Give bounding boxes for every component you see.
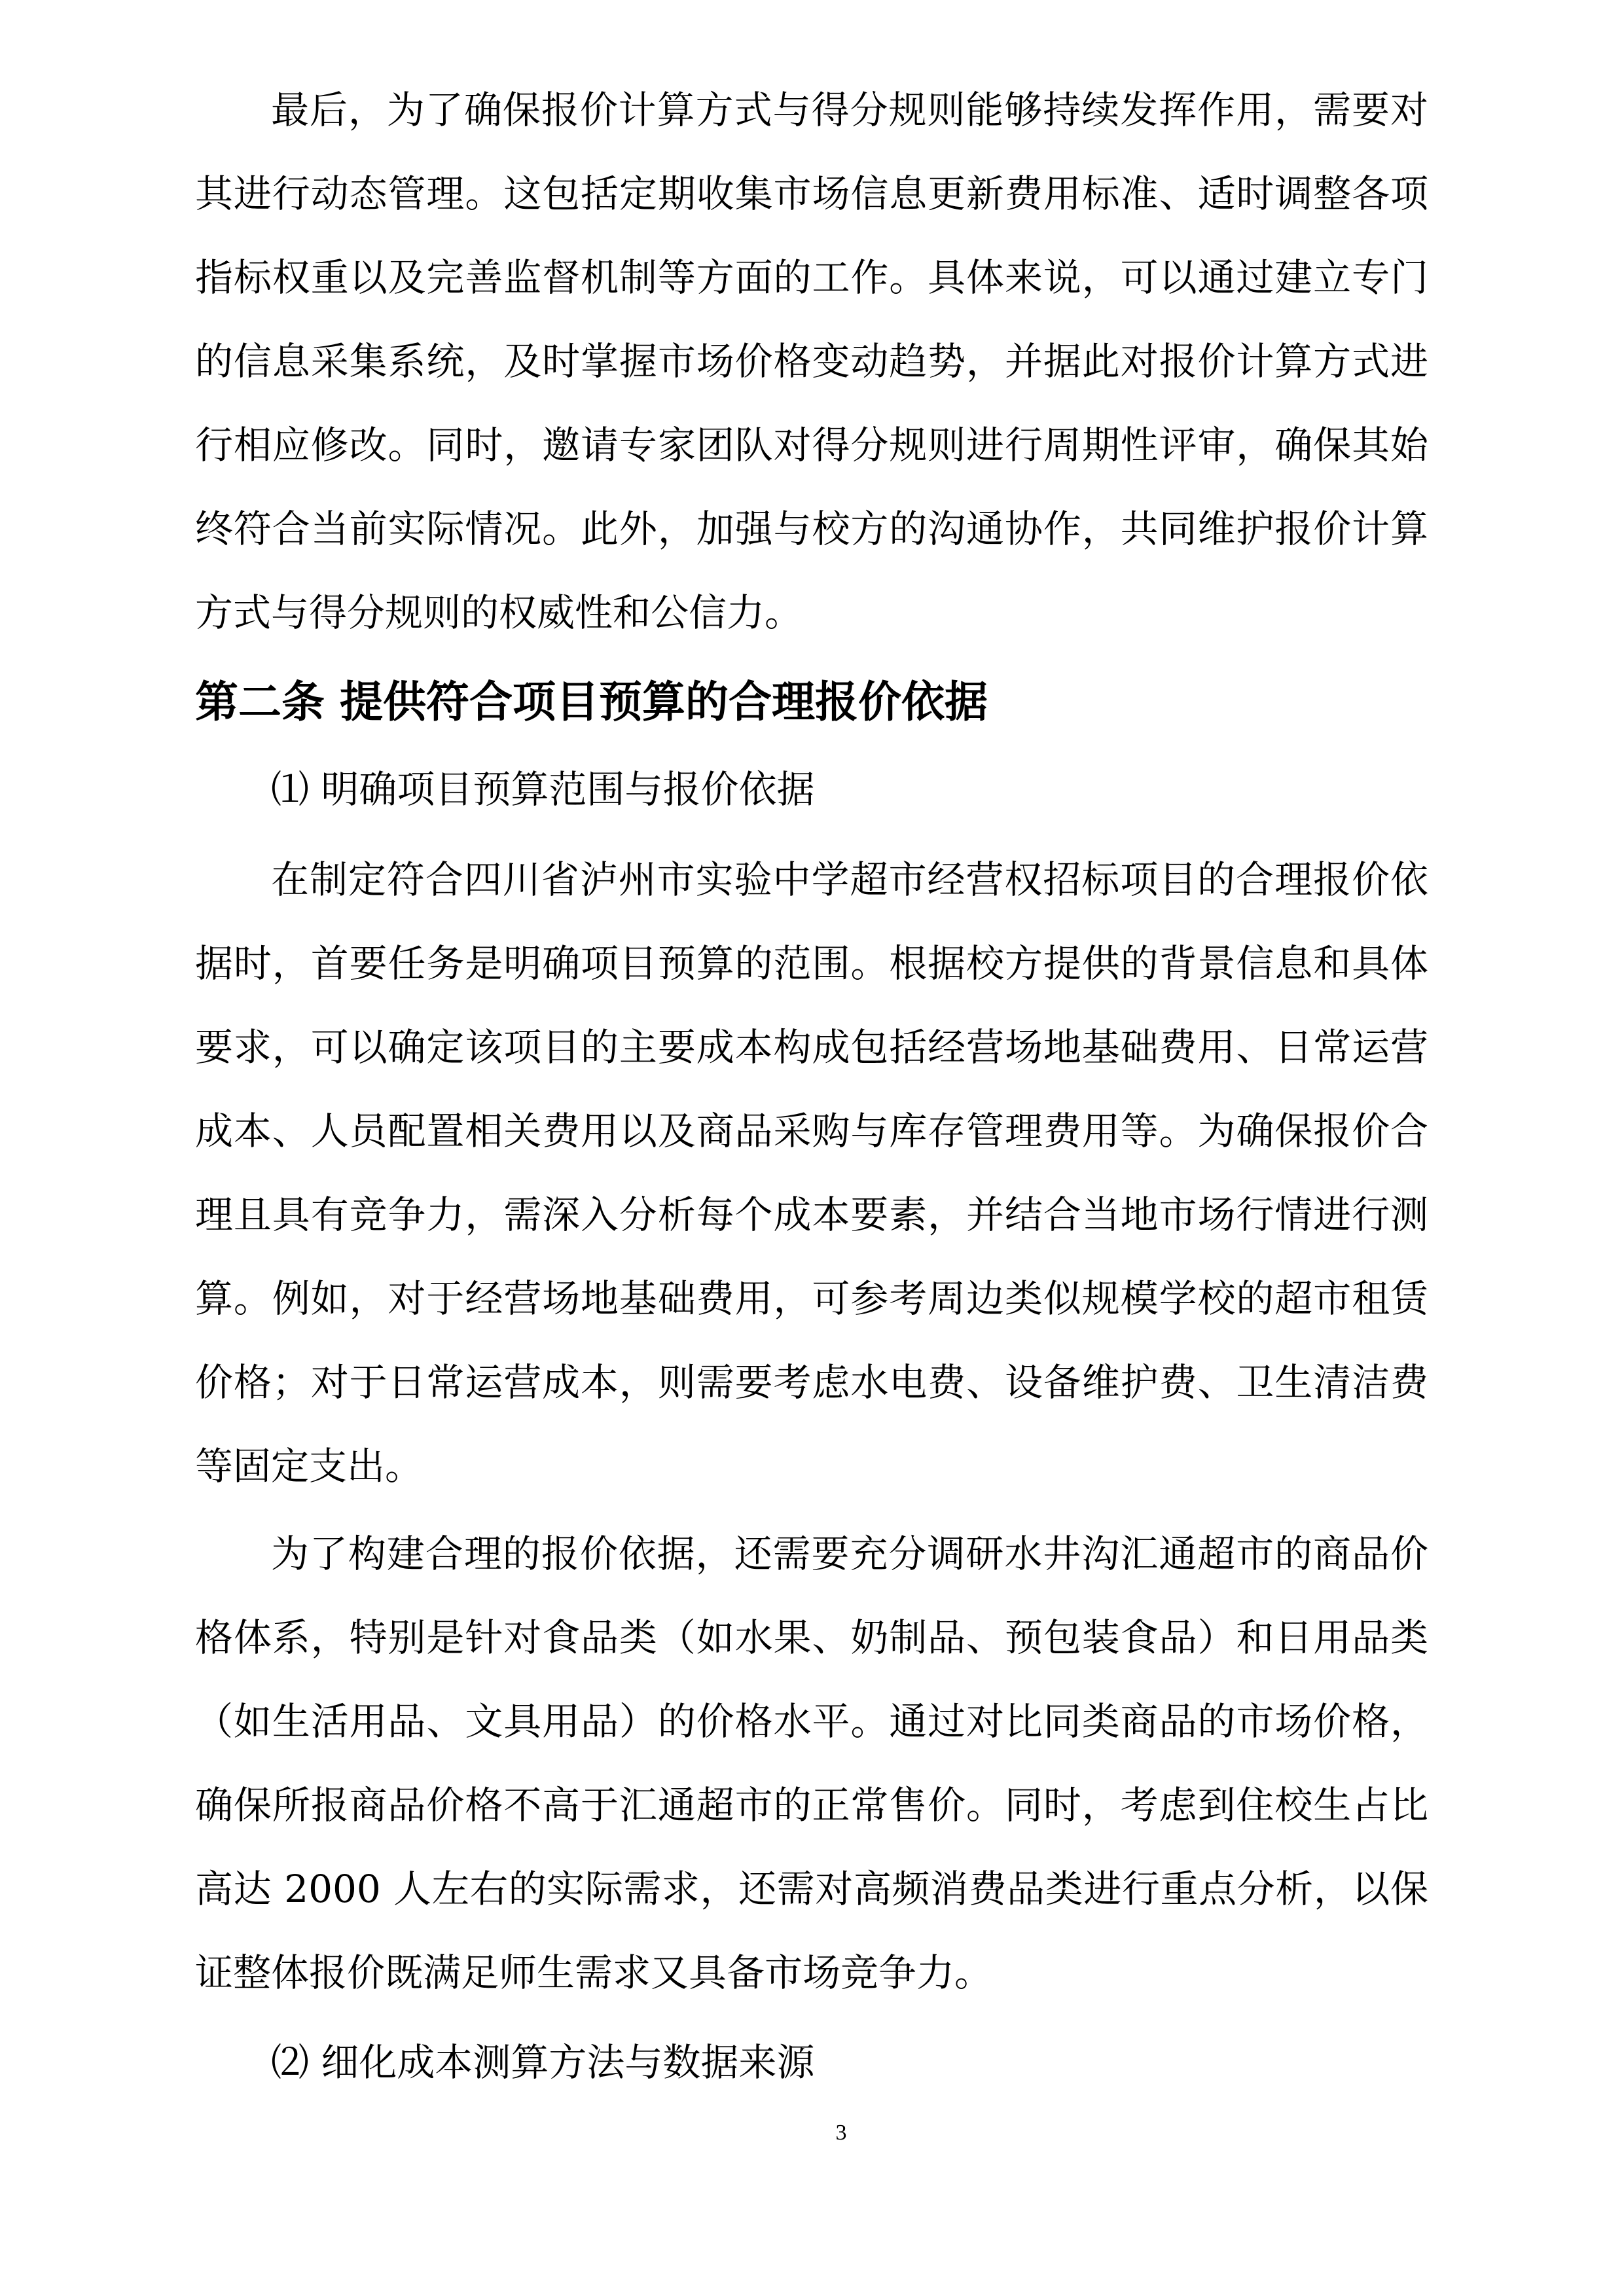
- text-line: 证整体报价既满足师生需求又具备市场竞争力。: [195, 1950, 993, 1995]
- text-line: 据时，首要任务是明确项目预算的范围。根据校方提供的背景信息和具体: [195, 941, 1428, 986]
- text-line: 最后，为了确保报价计算方式与得分规则能够持续发挥作用，需要对: [271, 88, 1428, 132]
- text-line: 终符合当前实际情况。此外，加强与校方的沟通协作，共同维护报价计算: [195, 507, 1428, 551]
- section-heading: 第二条 提供符合项目预算的合理报价依据: [195, 676, 988, 727]
- subheading-1: ⑴ 明确项目预算范围与报价依据: [271, 767, 815, 812]
- text-line: （如生活用品、文具用品）的价格水平。通过对比同类商品的市场价格，: [195, 1699, 1428, 1744]
- page-number: 3: [835, 2121, 847, 2145]
- text-line: 在制定符合四川省泸州市实验中学超市经营权招标项目的合理报价依: [271, 857, 1428, 902]
- text-line: 算。例如，对于经营场地基础费用，可参考周边类似规模学校的超市租赁: [195, 1276, 1428, 1321]
- text-line: 其进行动态管理。这包括定期收集市场信息更新费用标准、适时调整各项: [195, 171, 1428, 216]
- text-line: 确保所报商品价格不高于汇通超市的正常售价。同时，考虑到住校生占比: [195, 1783, 1428, 1827]
- text-line: 成本、人员配置相关费用以及商品采购与库存管理费用等。为确保报价合: [195, 1109, 1428, 1153]
- text-line: 价格；对于日常运营成本，则需要考虑水电费、设备维护费、卫生清洁费: [195, 1360, 1428, 1405]
- text-line: 要求，可以确定该项目的主要成本构成包括经营场地基础费用、日常运营: [195, 1025, 1428, 1069]
- text-line: 理且具有竞争力，需深入分析每个成本要素，并结合当地市场行情进行测: [195, 1193, 1428, 1237]
- text-line: 高达 2000 人左右的实际需求，还需对高频消费品类进行重点分析，以保: [195, 1867, 1428, 1911]
- text-line: 等固定支出。: [195, 1444, 424, 1488]
- text-line: 方式与得分规则的权威性和公信力。: [195, 590, 803, 635]
- subheading-2: ⑵ 细化成本测算方法与数据来源: [271, 2040, 815, 2085]
- text-line: 指标权重以及完善监督机制等方面的工作。具体来说，可以通过建立专门: [195, 255, 1428, 300]
- text-line: 为了构建合理的报价依据，还需要充分调研水井沟汇通超市的商品价: [271, 1532, 1428, 1576]
- text-line: 行相应修改。同时，邀请专家团队对得分规则进行周期性评审，确保其始: [195, 423, 1428, 467]
- text-line: 格体系，特别是针对食品类（如水果、奶制品、预包装食品）和日用品类: [195, 1615, 1428, 1660]
- text-line: 的信息采集系统，及时掌握市场价格变动趋势，并据此对报价计算方式进: [195, 339, 1428, 384]
